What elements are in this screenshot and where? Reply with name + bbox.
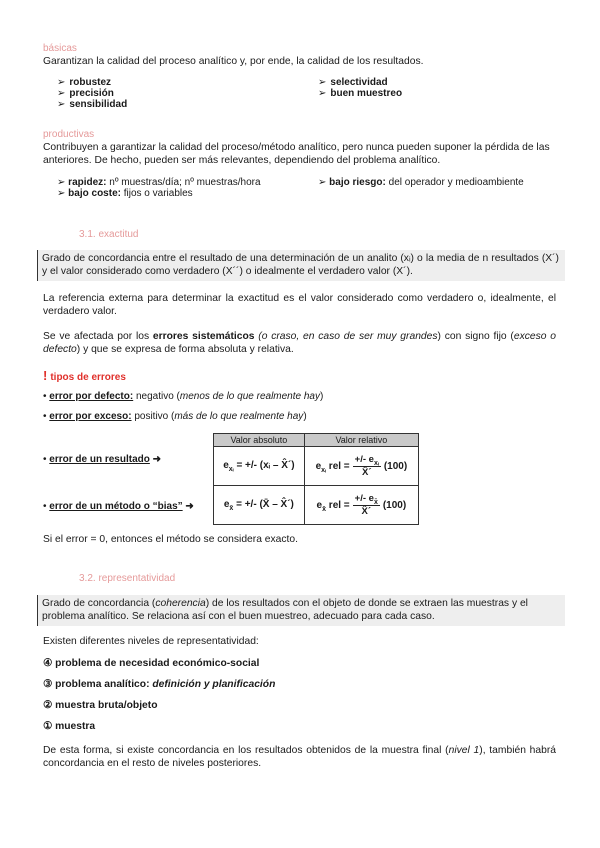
list-item: ➢ bajo riesgo: del operador y medioambiente <box>318 177 524 188</box>
column-header-relative: Valor relativo <box>304 434 418 447</box>
exactitud-para1: La referencia externa para determinar la exactitud es el valor considerado como verdadero o, idealmente, el verdadero valor. <box>43 293 556 317</box>
list-item: ➢ selectividad <box>318 77 388 88</box>
formula-result-absolute: $e_{xᵢ}$ = +/- (xᵢ – X̂´) <box>214 447 305 486</box>
representatividad-definition-box: Grado de concordancia (coherencia) de los resultados con el objeto de donde se extraen las muestras y el problema analítico. Se relaciona así con el buen muestreo, adecuado para cada caso. <box>37 595 565 626</box>
table-row <box>214 447 419 486</box>
table-row <box>214 486 419 525</box>
error-defecto: • error por defecto: negativo (menos de lo que realmente hay) <box>43 391 324 402</box>
productivas-left-list <box>57 177 261 199</box>
productivas-text: Contribuyen a garantizar la calidad del proceso/método analítico, pero nunca pueden suponer la pérdida de las anteriores. De hecho, pueden ser más relevantes, dependiendo del problema analítico. <box>43 142 550 166</box>
list-item: ➢ buen muestreo <box>318 88 403 99</box>
level-2: ② muestra bruta/objeto <box>43 700 158 711</box>
warning-icon: ! <box>43 368 48 383</box>
formula-result-relative: $e_{xᵢ}$ rel = $\frac{+/- e_{xᵢ}}{X̂´}$ (100) <box>304 447 418 486</box>
list-item: ➢ precisión <box>57 88 114 99</box>
representatividad-final: De esta forma, si existe concordancia en los resultados obtenidos de la muestra final (nivel 1), también habrá concordancia en el resto de niveles posteriores. <box>43 745 557 769</box>
list-item: ➢ rapidez: nº muestras/día; nº muestras/hora <box>57 177 261 188</box>
list-item: ➢ robustez <box>57 77 112 88</box>
exactitud-definition-box: Grado de concordancia entre el resultado de una determinación de un analito (xᵢ) o la media de n resultados (X´) y el valor considerado como verdadero (X´´) o idealmente el verdadero valor (X´). <box>37 250 565 281</box>
basicas-right-list <box>318 77 402 99</box>
level-4: ④ problema de necesidad económico-social <box>43 658 260 669</box>
productivas-right-list <box>318 177 524 188</box>
level-1: ① muestra <box>43 721 96 732</box>
level-3: ③ problema analítico: definición y planificación <box>43 679 276 690</box>
representatividad-heading: 3.2. representatividad <box>79 573 176 584</box>
exactitud-heading: 3.1. exactitud <box>79 229 139 240</box>
formula-method-absolute: $e_{x̄}$ = +/- (X̄ – X̂´) <box>214 486 305 525</box>
tipos-errores-heading: ! tipos de errores <box>43 368 126 383</box>
basicas-text: Garantizan la calidad del proceso analítico y, por ende, la calidad de los resultados. <box>43 56 424 67</box>
column-header-absolute: Valor absoluto <box>214 434 305 447</box>
productivas-heading: productivas <box>43 129 95 140</box>
basicas-heading: básicas <box>43 43 77 54</box>
error-exceso: • error por exceso: positivo (más de lo que realmente hay) <box>43 411 307 422</box>
exactitud-conclusion: Si el error = 0, entonces el método se considera exacto. <box>43 534 298 545</box>
list-item: ➢ bajo coste: fijos o variables <box>57 188 193 199</box>
error-resultado-label: • error de un resultado ➜ <box>43 454 162 465</box>
error-metodo-label: • error de un método o “bias” ➜ <box>43 501 194 512</box>
basicas-left-list <box>57 77 127 110</box>
formula-method-relative: $e_{x̄}$ rel = $\frac{+/- e_{x̄}}{X̂´}$ (100) <box>304 486 418 525</box>
formula-table <box>213 433 419 525</box>
representatividad-intro: Existen diferentes niveles de representatividad: <box>43 636 259 647</box>
exactitud-para2: Se ve afectada por los errores sistemáticos (o craso, en caso de ser muy grandes) con signo fijo (exceso o defecto) y que se expresa de forma absoluta y relativa. <box>43 331 556 355</box>
list-item: ➢ sensibilidad <box>57 99 128 110</box>
